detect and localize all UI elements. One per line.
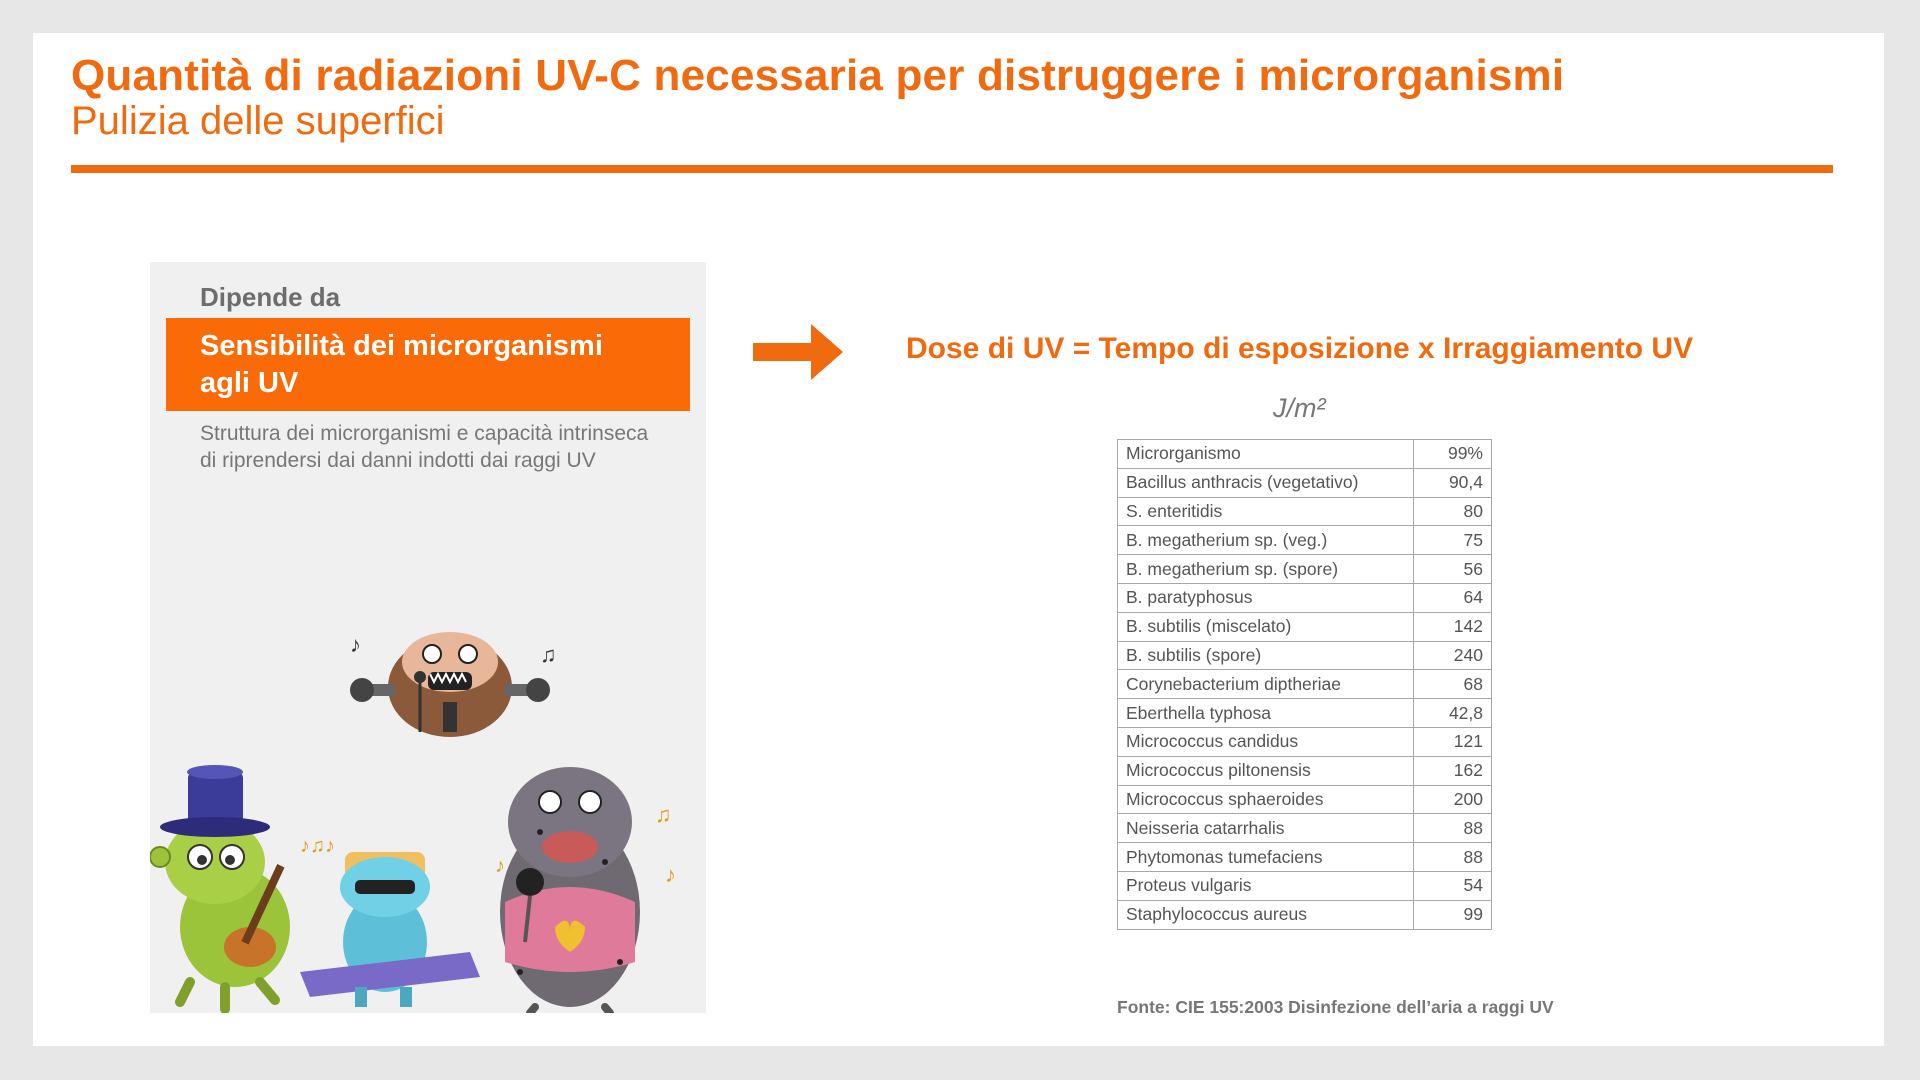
table-row: [1118, 670, 1492, 699]
table-row: [1118, 871, 1492, 900]
microorganism-cell: B. paratyphosus: [1118, 583, 1414, 612]
dose-value-cell: 200: [1414, 785, 1492, 814]
table-row: [1118, 785, 1492, 814]
dj-microbe: [300, 835, 480, 1007]
microorganism-cell: Staphylococcus aureus: [1118, 900, 1414, 929]
dose-value-cell: 75: [1414, 526, 1492, 555]
microorganism-cell: Eberthella typhosa: [1118, 699, 1414, 728]
svg-text:♫: ♫: [655, 802, 672, 827]
microorganism-cell: Bacillus anthracis (vegetativo): [1118, 468, 1414, 497]
uv-dose-table: [1117, 439, 1492, 930]
highlight-line-2: agli UV: [200, 367, 299, 399]
guitar-microbe: [150, 765, 290, 1009]
dose-value-cell: 162: [1414, 756, 1492, 785]
microorganism-cell: Neisseria catarrhalis: [1118, 814, 1414, 843]
table-header-row: [1118, 440, 1492, 469]
table-header-cell: 99%: [1414, 440, 1492, 469]
dose-value-cell: 54: [1414, 871, 1492, 900]
dose-value-cell: 142: [1414, 612, 1492, 641]
slide: [33, 33, 1884, 1046]
table-header-cell: Microrganismo: [1118, 440, 1414, 469]
microorganism-cell: Micrococcus piltonensis: [1118, 756, 1414, 785]
table-row: [1118, 612, 1492, 641]
table-row: [1118, 526, 1492, 555]
sensitivity-highlight: [166, 318, 690, 411]
microorganism-cell: B. megatherium sp. (veg.): [1118, 526, 1414, 555]
table-row: [1118, 900, 1492, 929]
dose-value-cell: 88: [1414, 814, 1492, 843]
dose-value-cell: 121: [1414, 727, 1492, 756]
table-row: [1118, 843, 1492, 872]
microorganism-cell: B. subtilis (miscelato): [1118, 612, 1414, 641]
table-row: [1118, 699, 1492, 728]
svg-text:♪: ♪: [495, 855, 505, 877]
table-row: [1118, 497, 1492, 526]
microorganism-cell: B. megatherium sp. (spore): [1118, 555, 1414, 584]
dose-formula: Dose di UV = Tempo di esposizione x Irraggiamento UV: [906, 332, 1694, 365]
dose-value-cell: 240: [1414, 641, 1492, 670]
table-row: [1118, 583, 1492, 612]
microorganism-cell: Micrococcus sphaeroides: [1118, 785, 1414, 814]
page-title: Quantità di radiazioni UV-C necessaria per distruggere i microrganismi: [71, 51, 1565, 100]
table-row: [1118, 814, 1492, 843]
svg-text:♪: ♪: [350, 632, 361, 657]
dose-value-cell: 80: [1414, 497, 1492, 526]
microorganism-cell: Proteus vulgaris: [1118, 871, 1414, 900]
microorganism-cell: B. subtilis (spore): [1118, 641, 1414, 670]
microorganism-cell: Corynebacterium diptheriae: [1118, 670, 1414, 699]
microorganism-cell: Micrococcus candidus: [1118, 727, 1414, 756]
dose-value-cell: 68: [1414, 670, 1492, 699]
svg-text:♪♫♪: ♪♫♪: [300, 835, 335, 857]
table-row: [1118, 727, 1492, 756]
dose-value-cell: 88: [1414, 843, 1492, 872]
dependency-panel: [150, 262, 706, 1013]
table-row: [1118, 641, 1492, 670]
dose-value-cell: 56: [1414, 555, 1492, 584]
microbe-band-illustration: [150, 582, 706, 1013]
right-arrow-icon: [753, 324, 843, 380]
dose-value-cell: 90,4: [1414, 468, 1492, 497]
sensitivity-description: Struttura dei microrganismi e capacità intrinseca di riprendersi dai danni indotti dai raggi UV: [200, 422, 649, 472]
dose-unit: J/m²: [1273, 393, 1326, 423]
microorganism-cell: Phytomonas tumefaciens: [1118, 843, 1414, 872]
source-note: Fonte: CIE 155:2003 Disinfezione dell’aria a raggi UV: [1117, 997, 1554, 1017]
table-row: [1118, 468, 1492, 497]
dose-value-cell: 64: [1414, 583, 1492, 612]
singer-microbe-top: [350, 632, 557, 737]
table-row: [1118, 756, 1492, 785]
depends-label: Dipende da: [200, 282, 341, 312]
highlight-line-1: Sensibilità dei microrganismi: [200, 330, 603, 362]
svg-text:♪: ♪: [665, 862, 676, 887]
svg-text:♫: ♫: [540, 642, 557, 667]
dose-value-cell: 99: [1414, 900, 1492, 929]
microorganism-cell: S. enteritidis: [1118, 497, 1414, 526]
singer-microbe-grey: [495, 767, 676, 1013]
page-subtitle: Pulizia delle superfici: [71, 99, 445, 143]
table-row: [1118, 555, 1492, 584]
title-divider: [71, 165, 1833, 173]
dose-value-cell: 42,8: [1414, 699, 1492, 728]
